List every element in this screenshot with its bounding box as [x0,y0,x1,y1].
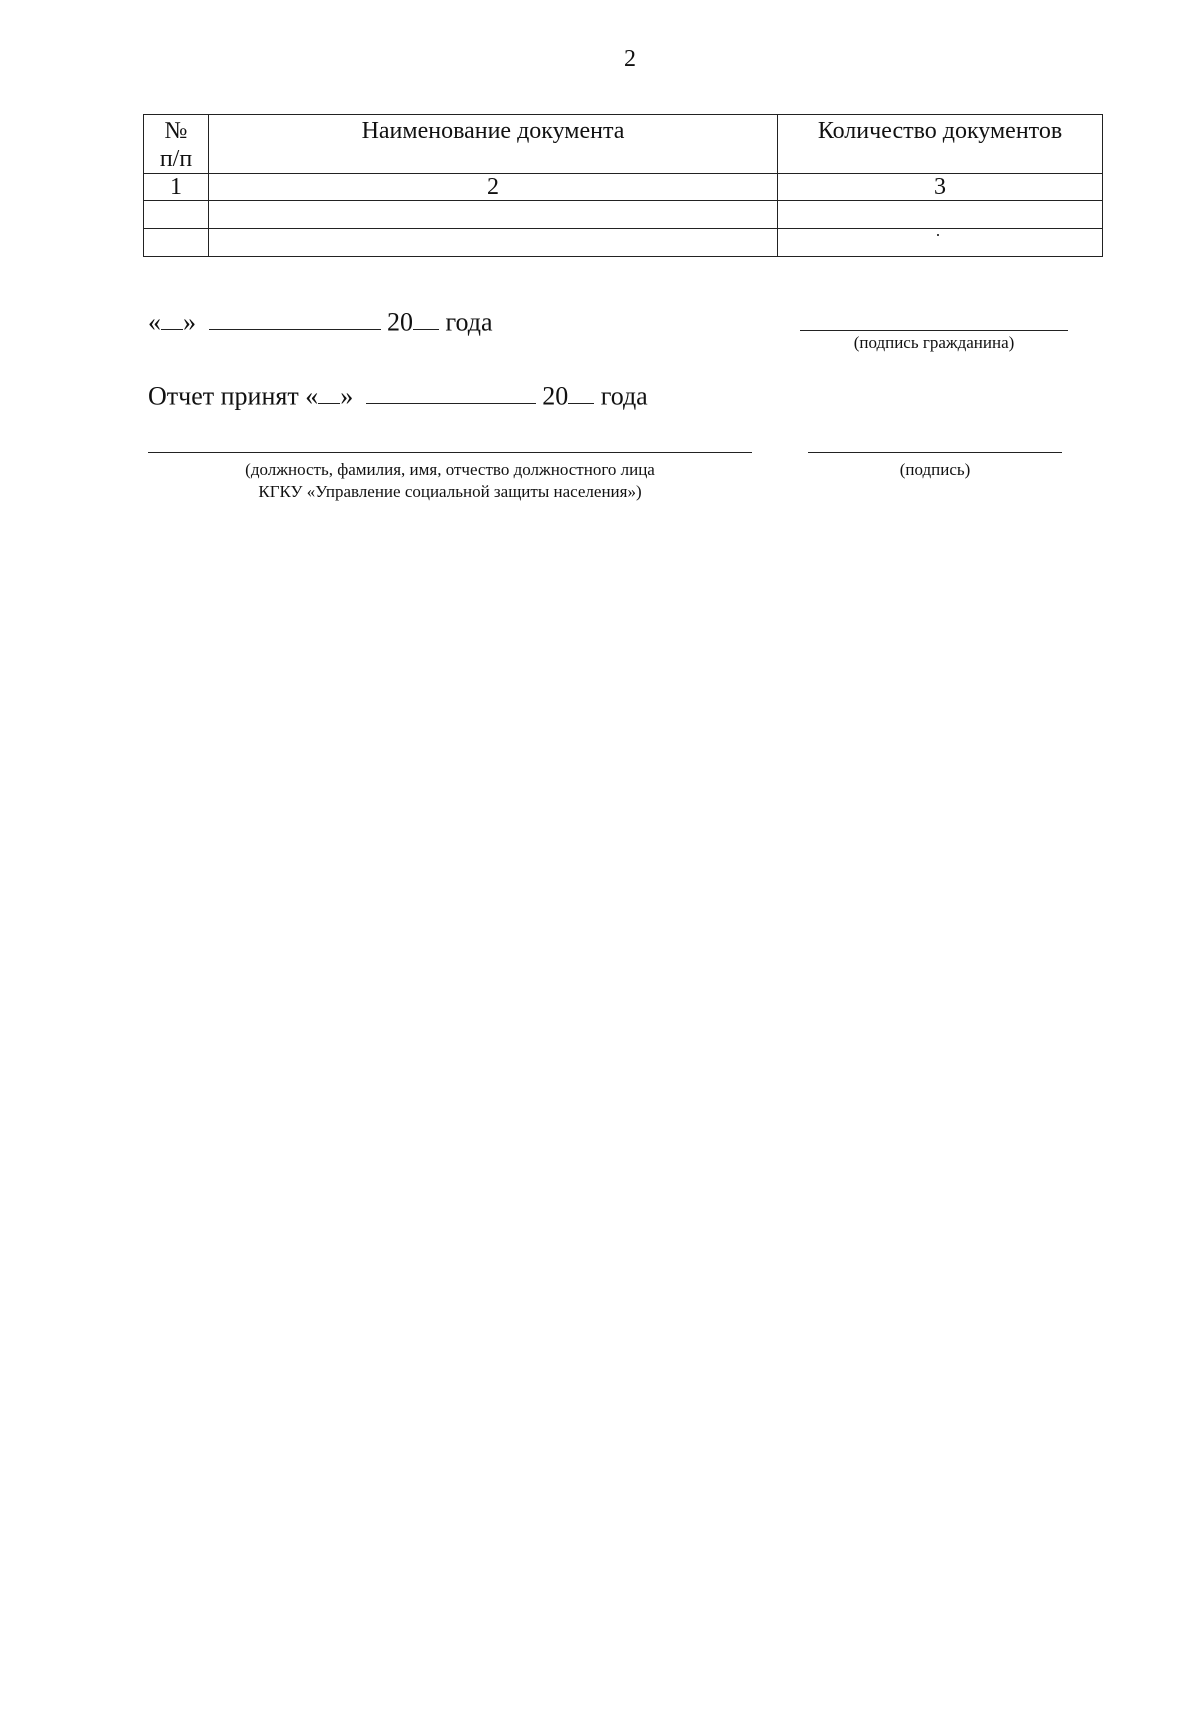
official-block [148,440,752,503]
open-quote: « [148,307,161,337]
column-number-2: 2 [209,174,778,201]
year-suffix: года [445,307,493,337]
report-accepted-line [148,380,648,411]
column-number-1: 1 [144,174,209,201]
table-row [144,229,1103,257]
header-number-line2: п/п [159,146,193,172]
column-number-row [144,174,1103,201]
official-caption-line2: КГКУ «Управление социальной защиты населения») [258,482,642,501]
header-document-name: Наименование документа [209,115,778,174]
year-blank[interactable] [568,380,594,404]
header-number-line1: № [164,118,188,144]
table-cell[interactable] [144,201,209,229]
citizen-date-line [148,306,493,337]
official-line[interactable] [148,440,752,453]
documents-table [143,114,1103,257]
signature-caption: (подпись) [899,460,971,479]
table-cell[interactable] [778,229,1103,257]
official-signature-line[interactable] [808,440,1062,453]
official-caption-line1: (должность, фамилия, имя, отчество должностного лица [245,460,655,479]
column-number-3: 3 [778,174,1103,201]
page-number: 2 [624,46,636,72]
citizen-signature-line[interactable] [800,316,1068,331]
table-header-row [144,115,1103,174]
header-document-count: Количество документов [778,115,1103,174]
month-blank[interactable] [366,380,536,404]
table-row [144,201,1103,229]
table-cell[interactable] [209,201,778,229]
close-quote: » [183,307,196,337]
stray-dot [937,234,939,236]
table-cell[interactable] [778,201,1103,229]
open-quote: « [305,381,319,411]
citizen-signature-block [800,316,1068,353]
year-prefix: 20 [387,307,413,337]
year-prefix: 20 [542,381,569,411]
table-cell[interactable] [209,229,778,257]
header-number [144,115,209,174]
report-accepted-label: Отчет принят [148,381,299,411]
table-cell[interactable] [144,229,209,257]
year-suffix: года [600,381,648,411]
citizen-signature-caption: (подпись гражданина) [853,333,1015,352]
month-blank[interactable] [209,306,381,330]
day-blank[interactable] [318,380,340,404]
close-quote: » [340,381,354,411]
day-blank[interactable] [161,306,183,330]
year-blank[interactable] [413,306,439,330]
official-signature-block [808,440,1062,481]
